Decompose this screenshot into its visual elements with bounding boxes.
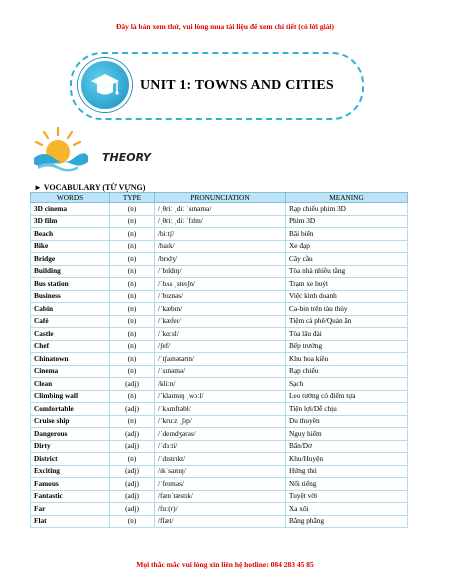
table-row	[31, 303, 408, 316]
table-row	[31, 253, 408, 266]
cell-word: Fantastic	[31, 490, 110, 503]
cell-type: (n)	[110, 353, 155, 366]
cell-pronunciation: /ˌθriː ˌdiː ˈfɪlm/	[155, 215, 286, 228]
table-header-row	[31, 193, 408, 203]
cell-meaning: Hứng thú	[286, 465, 408, 478]
table-row	[31, 440, 408, 453]
cell-pronunciation: /ˈbɪznəs/	[155, 290, 286, 303]
cell-word: Climbing wall	[31, 390, 110, 403]
table-row	[31, 378, 408, 391]
vocabulary-heading	[34, 183, 145, 192]
header-words: WORDS	[31, 193, 110, 203]
cell-type: (n)	[110, 315, 155, 328]
header-meaning: MEANING	[286, 193, 408, 203]
cell-type: (n)	[110, 365, 155, 378]
cell-type: (n)	[110, 515, 155, 528]
cell-word: Bus station	[31, 278, 110, 291]
cell-meaning: Khu hoa kiều	[286, 353, 408, 366]
cell-type: (adj)	[110, 428, 155, 441]
cell-type: (adj)	[110, 403, 155, 416]
table-row	[31, 503, 408, 516]
cell-pronunciation: /ˈkæfeɪ/	[155, 315, 286, 328]
table-row	[31, 315, 408, 328]
notice-top: Đây là bản xem thử, vui lòng mua tài liệu để xem chi tiết (có lời giải)	[115, 22, 335, 31]
table-row	[31, 240, 408, 253]
table-row	[31, 515, 408, 528]
cell-meaning: Tuyệt vời	[286, 490, 408, 503]
cell-meaning: Bãi biển	[286, 228, 408, 241]
table-row	[31, 478, 408, 491]
cell-pronunciation: /ˌθriː ˌdiː ˈsɪnəmə/	[155, 203, 286, 216]
cell-meaning: Sạch	[286, 378, 408, 391]
cell-word: Chef	[31, 340, 110, 353]
table-row	[31, 365, 408, 378]
cell-pronunciation: /ˈfeɪməs/	[155, 478, 286, 491]
cell-word: Bridge	[31, 253, 110, 266]
cell-word: Bike	[31, 240, 110, 253]
cell-pronunciation: /ˈdeɪndʒərəs/	[155, 428, 286, 441]
table-row	[31, 465, 408, 478]
cell-word: Business	[31, 290, 110, 303]
cell-word: Clean	[31, 378, 110, 391]
table-row	[31, 353, 408, 366]
cell-word: Dangerous	[31, 428, 110, 441]
cell-type: (n)	[110, 228, 155, 241]
cell-pronunciation: /ˈkɑːsl/	[155, 328, 286, 341]
table-row	[31, 390, 408, 403]
unit-title: UNIT 1: TOWNS AND CITIES	[140, 78, 334, 93]
theory-title: THEORY	[102, 151, 152, 164]
cell-meaning: Nguy hiểm	[286, 428, 408, 441]
cell-word: Far	[31, 503, 110, 516]
cell-pronunciation: /ˈkruːz ˌʃɪp/	[155, 415, 286, 428]
cell-type: (n)	[110, 253, 155, 266]
cell-word: Building	[31, 265, 110, 278]
cell-pronunciation: /ˈbɪldɪŋ/	[155, 265, 286, 278]
table-row	[31, 340, 408, 353]
cell-meaning: Phim 3D	[286, 215, 408, 228]
cell-type: (adj)	[110, 465, 155, 478]
cell-meaning: Du thuyền	[286, 415, 408, 428]
cell-word: Dirty	[31, 440, 110, 453]
cell-meaning: Nổi tiếng	[286, 478, 408, 491]
cell-pronunciation: /kliːn/	[155, 378, 286, 391]
cell-type: (n)	[110, 415, 155, 428]
cell-meaning: Rạp chiếu phim 3D	[286, 203, 408, 216]
cell-type: (n)	[110, 203, 155, 216]
cell-meaning: Tiệm cà phê/Quán ăn	[286, 315, 408, 328]
cell-pronunciation: /biːtʃ/	[155, 228, 286, 241]
triangle-bullet-icon: ►	[34, 183, 42, 192]
cell-pronunciation: /ˈsɪnəmə/	[155, 365, 286, 378]
cell-pronunciation: /ɪkˈsaɪtɪŋ/	[155, 465, 286, 478]
cell-pronunciation: /ˈbʌs ˌsteɪʃn/	[155, 278, 286, 291]
header-type: TYPE	[110, 193, 155, 203]
cell-type: (n)	[110, 390, 155, 403]
cell-type: (adj)	[110, 478, 155, 491]
table-row	[31, 490, 408, 503]
table-row	[31, 265, 408, 278]
cell-word: Chinatown	[31, 353, 110, 366]
cell-word: Café	[31, 315, 110, 328]
cell-type: (n)	[110, 240, 155, 253]
cell-meaning: Ca-bin trên tàu thủy	[286, 303, 408, 316]
cell-word: Famous	[31, 478, 110, 491]
cell-pronunciation: /fɑː(r)/	[155, 503, 286, 516]
vocabulary-table	[30, 192, 408, 528]
table-row	[31, 453, 408, 466]
cell-word: Cinema	[31, 365, 110, 378]
cell-meaning: Bếp trưởng	[286, 340, 408, 353]
cell-type: (n)	[110, 328, 155, 341]
header-pronunciation: PRONUNCIATION	[155, 193, 286, 203]
cell-type: (n)	[110, 265, 155, 278]
cell-pronunciation: /brɪdʒ/	[155, 253, 286, 266]
cell-word: 3D film	[31, 215, 110, 228]
cell-pronunciation: /ʃef/	[155, 340, 286, 353]
cell-meaning: Bằng phẳng	[286, 515, 408, 528]
table-row	[31, 228, 408, 241]
cell-type: (n)	[110, 290, 155, 303]
cell-pronunciation: /flæt/	[155, 515, 286, 528]
cell-meaning: Rạp chiếu	[286, 365, 408, 378]
cell-pronunciation: /ˈtʃaɪnətaʊn/	[155, 353, 286, 366]
cell-pronunciation: /fænˈtæstɪk/	[155, 490, 286, 503]
cell-meaning: Tòa lâu đài	[286, 328, 408, 341]
cell-meaning: Xa xôi	[286, 503, 408, 516]
cell-word: Comfortable	[31, 403, 110, 416]
cell-type: (adj)	[110, 503, 155, 516]
notice-bottom: Mọi thắc mắc vui lòng xin liên hệ hotline: 084 283 45 85	[136, 560, 314, 569]
cell-type: (adj)	[110, 490, 155, 503]
cell-pronunciation: /ˈdɜːti/	[155, 440, 286, 453]
table-row	[31, 428, 408, 441]
cell-pronunciation: /ˈkʌmftəbl/	[155, 403, 286, 416]
cell-meaning: Tiện lợi/Dễ chịu	[286, 403, 408, 416]
cell-meaning: Leo tường có điểm tựa	[286, 390, 408, 403]
vocabulary-heading-text: VOCABULARY (TỪ VỰNG)	[43, 183, 146, 192]
table-row	[31, 278, 408, 291]
table-row	[31, 415, 408, 428]
cell-type: (n)	[110, 215, 155, 228]
cell-meaning: Xe đạp	[286, 240, 408, 253]
cell-meaning: Cây cầu	[286, 253, 408, 266]
cell-word: 3D cinema	[31, 203, 110, 216]
cell-word: Cruise ship	[31, 415, 110, 428]
cell-type: (n)	[110, 303, 155, 316]
cell-type: (n)	[110, 340, 155, 353]
graduation-cap-icon	[78, 58, 132, 112]
table-row	[31, 403, 408, 416]
cell-word: Flat	[31, 515, 110, 528]
cell-type: (adj)	[110, 378, 155, 391]
cell-type: (n)	[110, 278, 155, 291]
cell-word: Cabin	[31, 303, 110, 316]
table-row	[31, 328, 408, 341]
cell-pronunciation: /ˈdɪstrɪkt/	[155, 453, 286, 466]
sun-wave-icon	[28, 124, 90, 174]
cell-meaning: Việc kinh doanh	[286, 290, 408, 303]
cell-meaning: Bẩn/Dơ	[286, 440, 408, 453]
cell-pronunciation: /baɪk/	[155, 240, 286, 253]
cell-pronunciation: /ˈkæbɪn/	[155, 303, 286, 316]
cell-word: District	[31, 453, 110, 466]
cell-meaning: Khu/Huyện	[286, 453, 408, 466]
cell-type: (n)	[110, 453, 155, 466]
table-row	[31, 203, 408, 216]
cell-type: (adj)	[110, 440, 155, 453]
cell-pronunciation: /ˈklaɪmɪŋ ˌwɔːl/	[155, 390, 286, 403]
cell-word: Beach	[31, 228, 110, 241]
table-row	[31, 215, 408, 228]
cell-word: Exciting	[31, 465, 110, 478]
table-row	[31, 290, 408, 303]
cell-word: Castle	[31, 328, 110, 341]
cell-meaning: Tòa nhà nhiều tầng	[286, 265, 408, 278]
cell-meaning: Trạm xe buýt	[286, 278, 408, 291]
